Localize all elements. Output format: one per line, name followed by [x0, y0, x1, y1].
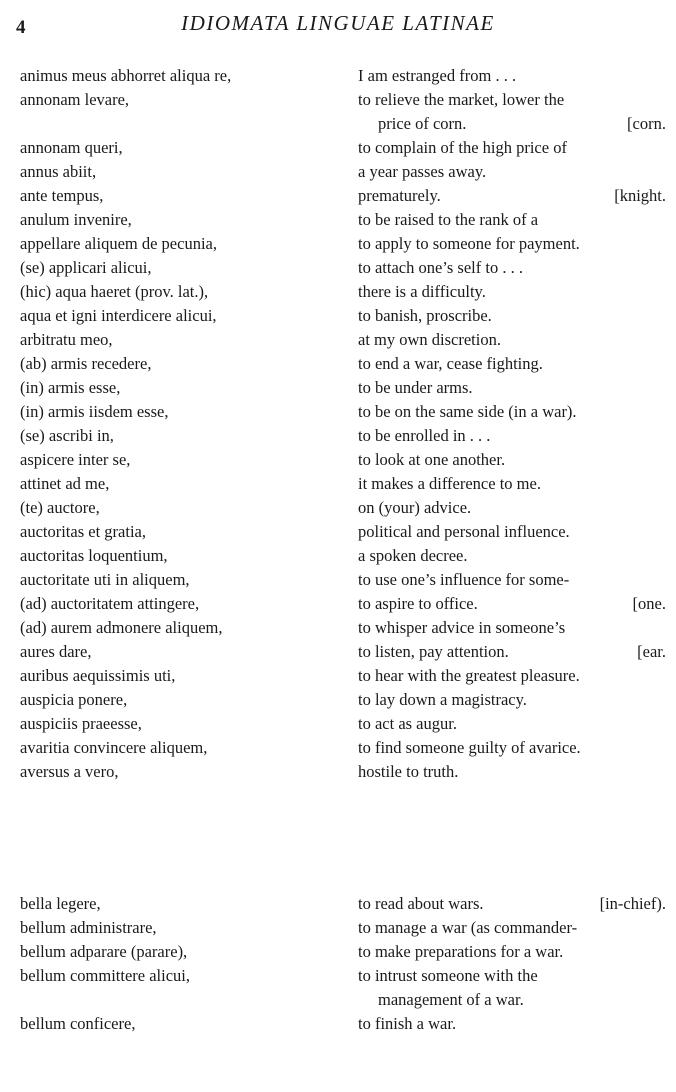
english-translation: to be enrolled in . . . [358, 426, 491, 445]
english-translation: to make preparations for a war. [358, 942, 564, 961]
english-translation: to be on the same side (in a war). [358, 402, 577, 421]
english-translation: to complain of the high price of [358, 138, 567, 157]
latin-phrase: auribus aequissimis uti, [20, 666, 176, 685]
english-translation: to act as augur. [358, 714, 457, 733]
english-translation: hostile to truth. [358, 762, 459, 781]
english-translation: to read about wars. [358, 894, 484, 913]
english-translation: to find someone guilty of avarice. [358, 738, 581, 757]
latin-phrase: (ad) auctoritatem attingere, [20, 594, 200, 613]
english-translation: prematurely. [358, 186, 441, 205]
running-head: IDIOMATA LINGUAE LATINAE [181, 11, 495, 35]
latin-phrase: bellum adparare (parare), [20, 942, 188, 961]
english-translation: to listen, pay attention. [358, 642, 509, 661]
english-translation: at my own discretion. [358, 330, 501, 349]
line-overflow-fragment: [one. [632, 594, 666, 613]
latin-phrase: auctoritate uti in aliquem, [20, 570, 190, 589]
english-translation: to end a war, cease fighting. [358, 354, 543, 373]
latin-phrase: auspicia ponere, [20, 690, 128, 709]
latin-phrase: annonam levare, [20, 90, 130, 109]
latin-phrase: auctoritas et gratia, [20, 522, 146, 541]
latin-phrase: bella legere, [20, 894, 101, 913]
latin-phrase: annus abiit, [20, 162, 97, 181]
english-translation: I am estranged from . . . [358, 66, 517, 85]
line-overflow-fragment: [in-chief). [599, 894, 666, 913]
latin-phrase: attinet ad me, [20, 474, 110, 493]
latin-phrase: anulum invenire, [20, 210, 132, 229]
english-translation: to attach one’s self to . . . [358, 258, 523, 277]
english-translation: to be raised to the rank of a [358, 210, 539, 229]
english-translation: on (your) advice. [358, 498, 472, 517]
line-overflow-fragment: [corn. [627, 114, 666, 133]
english-translation: a year passes away. [358, 162, 487, 181]
english-translation: political and personal influence. [358, 522, 570, 541]
english-translation: it makes a difference to me. [358, 474, 541, 493]
latin-phrase: aures dare, [20, 642, 92, 661]
latin-phrase: ante tempus, [20, 186, 104, 205]
english-translation: to aspire to office. [358, 594, 478, 613]
english-translation: to relieve the market, lower the [358, 90, 565, 109]
english-translation: a spoken decree. [358, 546, 468, 565]
latin-phrase: bellum conficere, [20, 1014, 136, 1033]
latin-phrase: (ab) armis recedere, [20, 354, 152, 373]
translation-continuation: price of corn. [378, 114, 467, 133]
english-translation: to use one’s influence for some- [358, 570, 570, 589]
english-translation: to look at one another. [358, 450, 506, 469]
latin-phrase: auctoritas loquentium, [20, 546, 168, 565]
latin-phrase: auspiciis praeesse, [20, 714, 142, 733]
latin-phrase: annonam queri, [20, 138, 123, 157]
latin-phrase: (hic) aqua haeret (prov. lat.), [20, 282, 209, 301]
english-translation: to be under arms. [358, 378, 473, 397]
latin-phrase: (in) armis iisdem esse, [20, 402, 169, 421]
latin-phrase: (in) armis esse, [20, 378, 121, 397]
line-overflow-fragment: [ear. [637, 642, 666, 661]
latin-phrase: aspicere inter se, [20, 450, 131, 469]
english-translation: to whisper advice in someone’s [358, 618, 566, 637]
latin-phrase: aversus a vero, [20, 762, 119, 781]
latin-phrase: (se) ascribi in, [20, 426, 114, 445]
english-translation: to finish a war. [358, 1014, 457, 1033]
latin-phrase: appellare aliquem de pecunia, [20, 234, 217, 253]
english-translation: to manage a war (as commander- [358, 918, 578, 937]
english-translation: to lay down a magistracy. [358, 690, 527, 709]
english-translation: there is a difficulty. [358, 282, 486, 301]
latin-phrase: animus meus abhorret aliqua re, [20, 66, 232, 85]
english-translation: to hear with the greatest pleasure. [358, 666, 580, 685]
latin-phrase: (se) applicari alicui, [20, 258, 152, 277]
latin-phrase: (te) auctore, [20, 498, 100, 517]
english-translation: to banish, proscribe. [358, 306, 492, 325]
latin-phrase: (ad) aurem admonere aliquem, [20, 618, 223, 637]
latin-phrase: bellum administrare, [20, 918, 157, 937]
translation-continuation: management of a war. [378, 990, 524, 1009]
latin-phrase: bellum committere alicui, [20, 966, 190, 985]
latin-phrase: avaritia convincere aliquem, [20, 738, 208, 757]
english-translation: to apply to someone for payment. [358, 234, 580, 253]
page-number: 4 [16, 17, 26, 38]
latin-phrase: arbitratu meo, [20, 330, 113, 349]
english-translation: to intrust someone with the [358, 966, 538, 985]
line-overflow-fragment: [knight. [614, 186, 666, 205]
latin-phrase: aqua et igni interdicere alicui, [20, 306, 217, 325]
